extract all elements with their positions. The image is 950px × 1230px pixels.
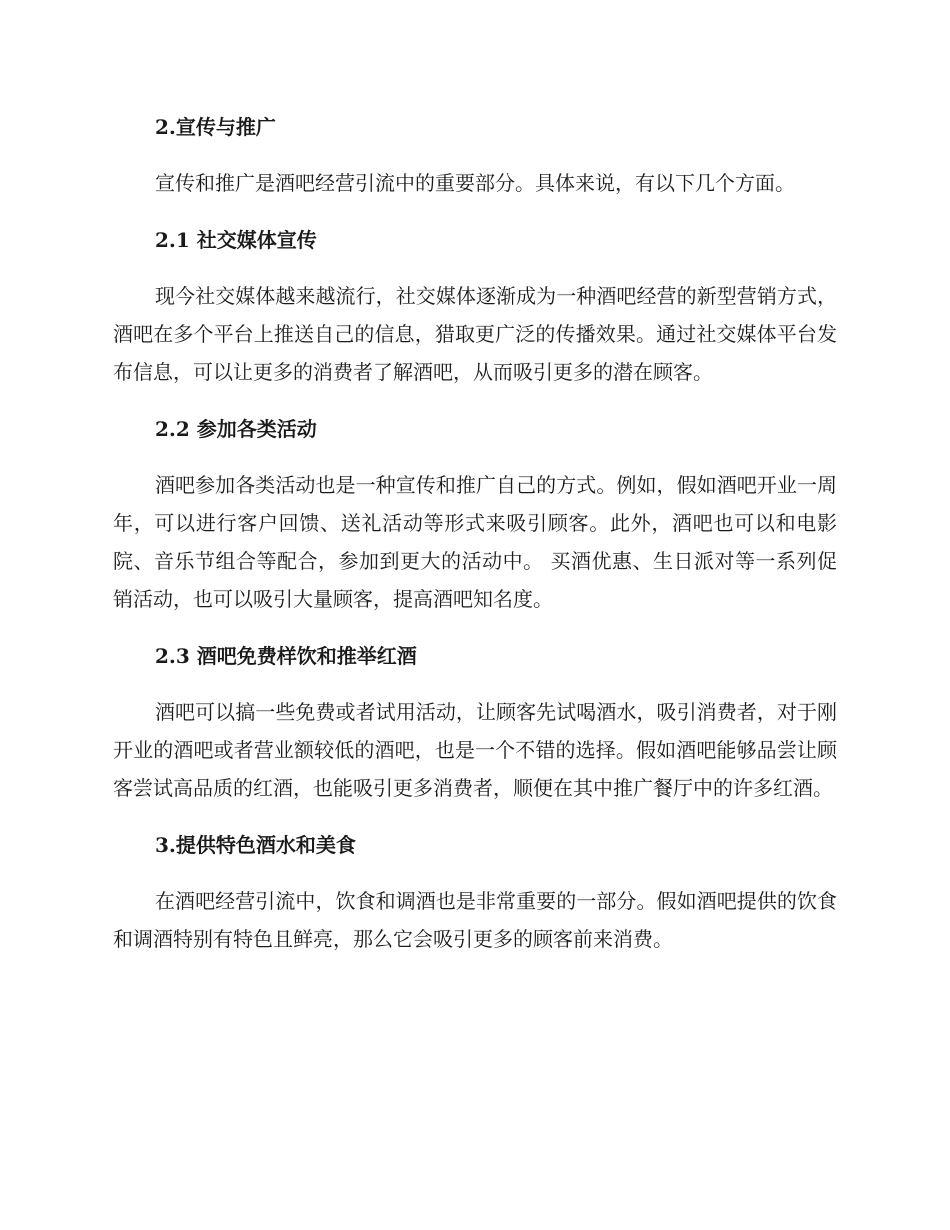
- section-paragraph-2-3: 酒吧可以搞一些免费或者试用活动，让顾客先试喝酒水，吸引消费者，对于刚开业的酒吧或者营业额较低的酒吧，也是一个不错的选择。假如酒吧能够品尝让顾客尝试高品质的红酒，也能吸引更多消费者，顺便在其中推广餐厅中的许多红酒。: [113, 700, 837, 800]
- document-body: [113, 108, 837, 958]
- section-heading-2-1: 2.1 社交媒体宣传: [155, 228, 317, 252]
- section-paragraph-2: 宣传和推广是酒吧经营引流中的重要部分。具体来说，有以下几个方面。: [155, 171, 795, 195]
- section-paragraph-3: 在酒吧经营引流中，饮食和调酒也是非常重要的一部分。假如酒吧提供的饮食和调酒特别有特色且鲜亮，那么它会吸引更多的顾客前来消费。: [113, 889, 837, 951]
- section-heading-2: 2.宣传与推广: [155, 115, 276, 139]
- section-paragraph-2-2: 酒吧参加各类活动也是一种宣传和推广自己的方式。例如，假如酒吧开业一周年，可以进行客户回馈、送礼活动等形式来吸引顾客。此外，酒吧也可以和电影院、音乐节组合等配合，参加到更大的活动中。 买酒优惠、生日派对等一系列促销活动，也可以吸引大量顾客，提高酒吧知名度。: [113, 473, 837, 611]
- section-heading-2-2: 2.2 参加各类活动: [155, 417, 317, 441]
- section-paragraph-2-1: 现今社交媒体越来越流行，社交媒体逐渐成为一种酒吧经营的新型营销方式，酒吧在多个平台上推送自己的信息，猎取更广泛的传播效果。通过社交媒体平台发布信息，可以让更多的消费者了解酒吧，从而吸引更多的潜在顾客。: [113, 284, 837, 384]
- section-heading-3: 3.提供特色酒水和美食: [155, 833, 356, 857]
- section-heading-2-3: 2.3 酒吧免费样饮和推举红酒: [155, 644, 417, 668]
